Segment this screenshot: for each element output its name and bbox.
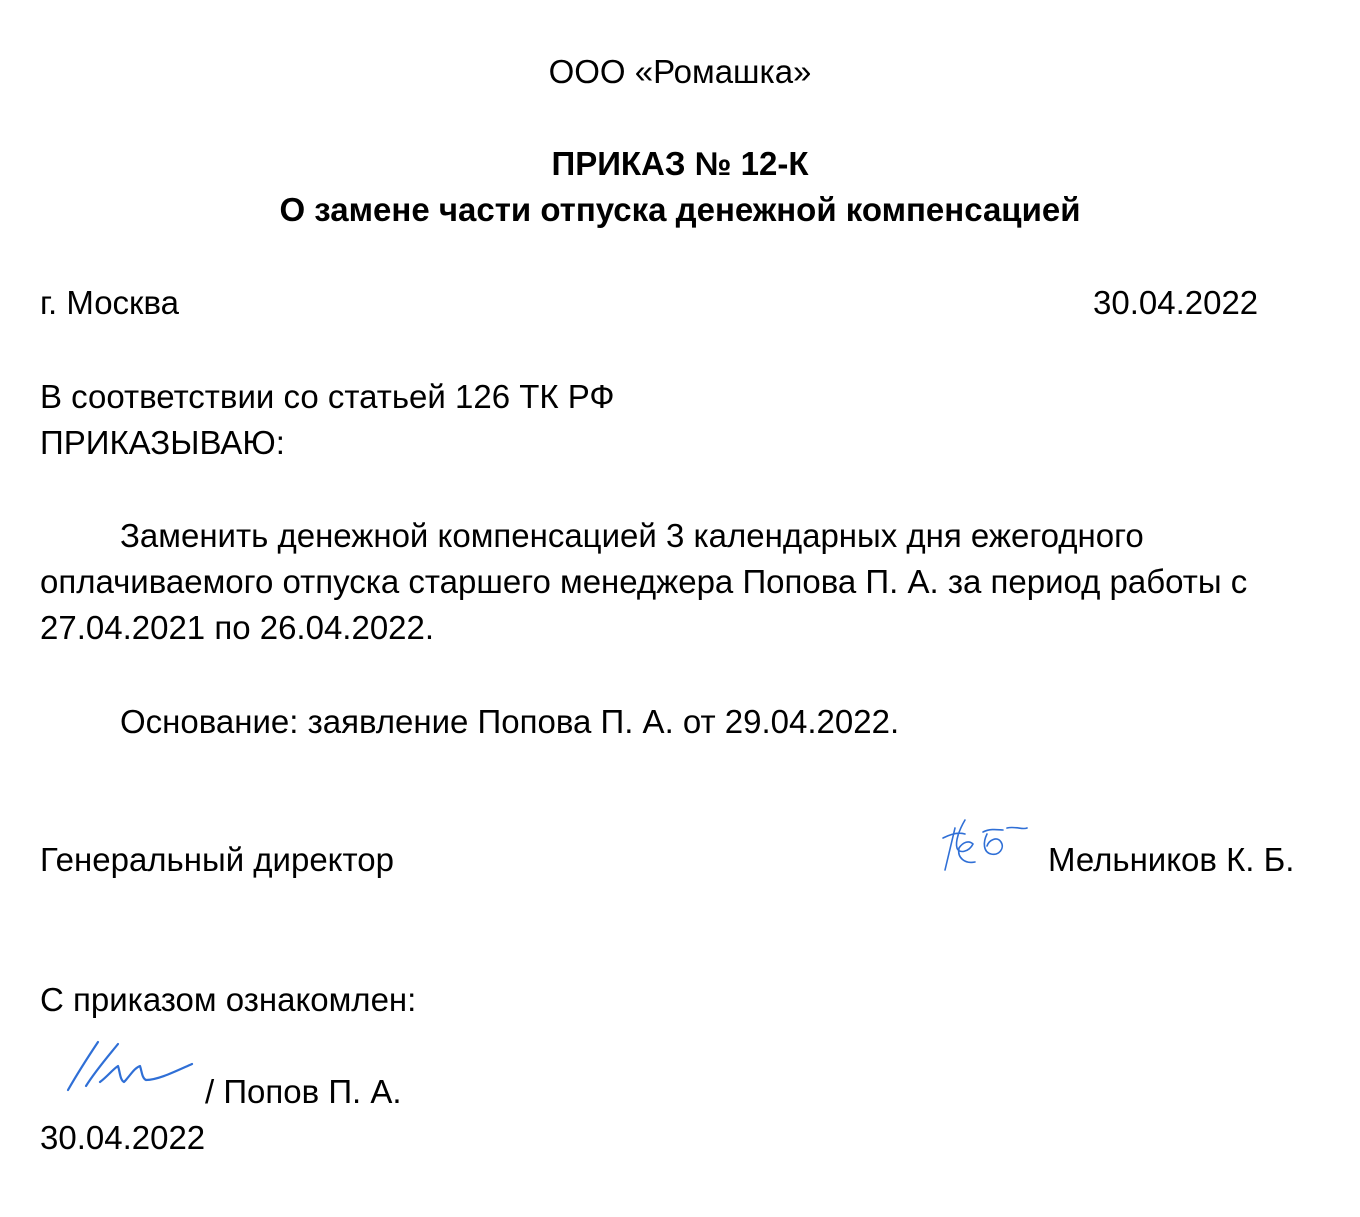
organization-name: ООО «Ромашка»	[548, 53, 812, 90]
acknowledgement-label: С приказом ознакомлен:	[40, 981, 417, 1018]
order-title: ПРИКАЗ № 12-К	[551, 145, 809, 182]
order-subject: О замене части отпуска денежной компенсацией	[279, 191, 1081, 228]
legal-basis-line: В соответствии со статьей 126 ТК РФ	[40, 378, 615, 415]
director-position: Генеральный директор	[40, 841, 394, 878]
acknowledgement-date: 30.04.2022	[40, 1119, 206, 1156]
employee-name: / Попов П. А.	[205, 1073, 402, 1110]
order-date: 30.04.2022	[1093, 284, 1259, 321]
director-signature	[935, 808, 1035, 883]
director-name: Мельников К. Б.	[1048, 841, 1295, 878]
order-place: г. Москва	[40, 284, 180, 321]
employee-signature	[62, 1036, 212, 1096]
main-paragraph: Заменить денежной компенсацией 3 календарных дня ежегодного оплачиваемого отпуска старшего менеджера Попова П. А. за период работы с 27.04.2021 по 26.04.2022.	[40, 517, 1248, 646]
order-command: ПРИКАЗЫВАЮ:	[40, 424, 285, 461]
basis-paragraph: Основание: заявление Попова П. А. от 29.04.2022.	[120, 703, 900, 740]
